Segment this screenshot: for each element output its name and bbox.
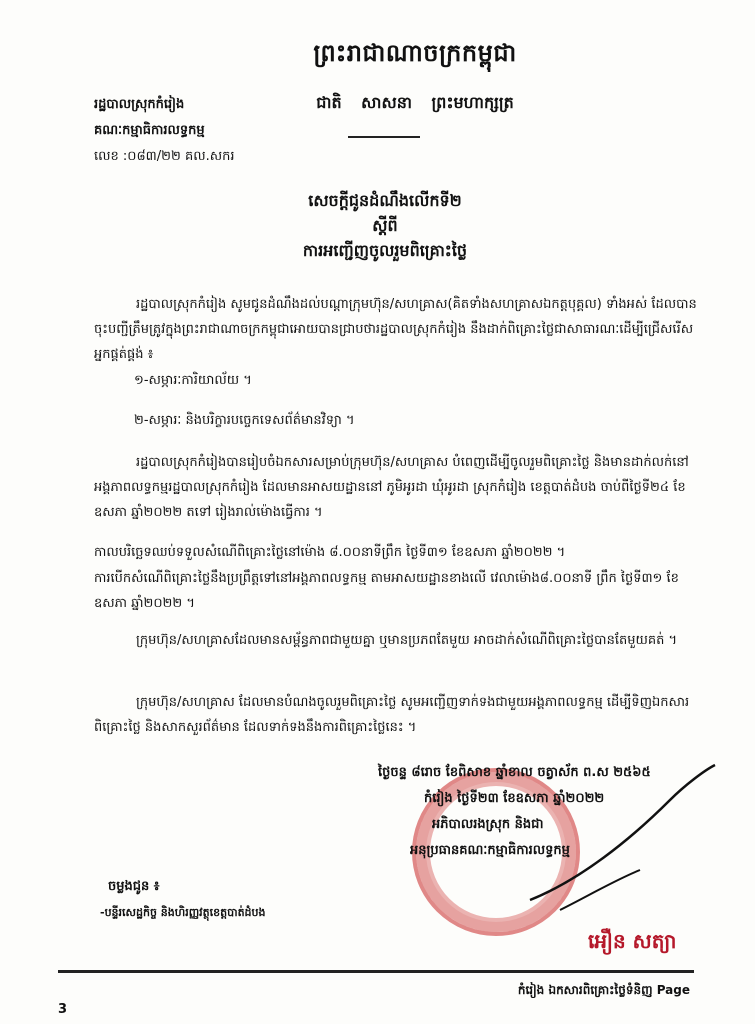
cc-recipient: -បន្ទីរសេដ្ឋកិច្ច និងហិរញ្ញវត្ថុខេត្តបាត់ដំបង: [100, 906, 266, 919]
decorative-divider: [348, 136, 420, 138]
notice-title: សេចក្តីជូនដំណឹងលើកទី២: [308, 191, 462, 210]
footer-divider: [58, 970, 694, 973]
issuer-authority: រដ្ឋបាលស្រុកកំរៀង: [94, 97, 185, 112]
body-paragraph-contact: ក្រុមហ៊ុន/សហគ្រាស ដែលមានបំណងចូលរួមពិគ្រោះថ្លៃ សូមអញ្ជើញទាក់ទងជាមួយអង្គភាពលទ្ធកម្ម ដើម្បីទិញឯកសារពិគ្រោះថ្លៃ និងសាកសួរព័ត៌មាន ដែលទាក់ទងនឹងការពិគ្រោះថ្លៃនេះ ។: [94, 695, 690, 735]
signer-role-committee: អនុប្រធានគណៈកម្មាធិការលទ្ធកម្ម: [410, 843, 570, 858]
notice-subject-label: ស្តីពី: [372, 216, 398, 235]
handwritten-signature: [520, 760, 720, 930]
signer-name: អឿន សត្យា: [588, 929, 677, 953]
body-paragraph-intro: រដ្ឋបាលស្រុកកំរៀង សូមជូនដំណឹងដល់បណ្តាក្រុមហ៊ុន/សហគ្រាស(គិតទាំងសហគ្រាសឯកត្តបុគ្គល) ទាំងអស់ ដែលបានចុះបញ្ជីត្រឹមត្រូវក្នុងព្រះរាជាណាចក្រកម្ពុជាអោយបានជ្រាបថារដ្ឋបាលស្រុកកំរៀង នឹងដាក់ពិគ្រោះថ្លៃជាសាធារណៈដើម្បីជ្រើសរើសអ្នកផ្គត់ផ្គង់ ៖: [94, 297, 697, 362]
national-motto: ជាតិ សាសនា ព្រះមហាក្សត្រ: [316, 93, 514, 112]
kingdom-heading: ព្រះរាជាណាចក្រកម្ពុជា: [313, 39, 517, 67]
body-paragraph-opening: ការបើកសំណើពិគ្រោះថ្លៃនឹងប្រព្រឹត្តទៅនៅអង្គភាពលទ្ធកម្ម តាមអាសយដ្ឋានខាងលើ វេលាម៉ោង៨.០០នាទី ព្រឹក ថ្ងៃទី៣១ ខែឧសភា ឆ្នាំ២០២២ ។: [94, 571, 679, 611]
notice-subject: ការអញ្ជើញចូលរួមពិគ្រោះថ្លៃ: [302, 241, 468, 260]
footer-caption: កំរៀង ឯកសារពិគ្រោះថ្លៃទំនិញ Page: [517, 983, 690, 997]
cc-heading: ចម្លងជូន ៖: [108, 879, 160, 894]
solar-date: កំរៀង ថ្ងៃទី២៣ ខែឧសភា ឆ្នាំ២០២២: [424, 791, 605, 806]
list-item-office-supplies: ១-សម្ភារៈការិយាល័យ ។: [134, 373, 252, 388]
issuer-committee: គណៈកម្មាធិការលទ្ធកម្ម: [94, 123, 205, 138]
body-paragraph-deadline: កាលបរិច្ឆេទឈប់ទទួលសំណើពិគ្រោះថ្លៃនៅម៉ោង ៨.០០នាទីព្រឹក ថ្ងៃទី៣១ ខែឧសភា ឆ្នាំ២០២២ ។: [94, 545, 566, 560]
list-item-it-equipment: ២-សម្ភារៈ និងបរិក្ខារបច្ចេកទេសព័ត៌មានវិទ្យា ។: [134, 413, 355, 428]
reference-number: លេខ :០៨៣/២២ គល.សករ: [94, 149, 235, 164]
body-paragraph-documents: រដ្ឋបាលស្រុកកំរៀងបានរៀបចំឯកសារសម្រាប់ក្រុមហ៊ុន/សហគ្រាស បំពេញដើម្បីចូលរួមពិគ្រោះថ្លៃ និងមានដាក់លក់នៅអង្គភាពលទ្ធកម្មរដ្ឋបាលស្រុកកំរៀង ដែលមានអាសយដ្ឋាននៅ ភូមិអូរដា ឃុំអូរដា ស្រុកកំរៀង ខេត្តបាត់ដំបង ចាប់ពីថ្ងៃទី២៤ ខែឧសភា ឆ្នាំ២០២២ តទៅ រៀងរាល់ម៉ោងធ្វើការ ។: [94, 455, 689, 520]
body-paragraph-affiliation: ក្រុមហ៊ុន/សហគ្រាសដែលមានសម្ព័ន្ធភាពជាមួយគ្នា ឬមានប្រភពតែមួយ អាចដាក់សំណើពិគ្រោះថ្លៃបានតែមួយគត់ ។: [136, 633, 678, 648]
page-number: 3: [58, 1002, 68, 1017]
lunar-date: ថ្ងៃចន្ទ ៨រោច ខែពិសាខ ឆ្នាំខាល ចត្វាស័ក ព.ស ២៥៦៥: [378, 765, 651, 780]
signer-role: អភិបាលរងស្រុក និងជា: [432, 817, 544, 832]
